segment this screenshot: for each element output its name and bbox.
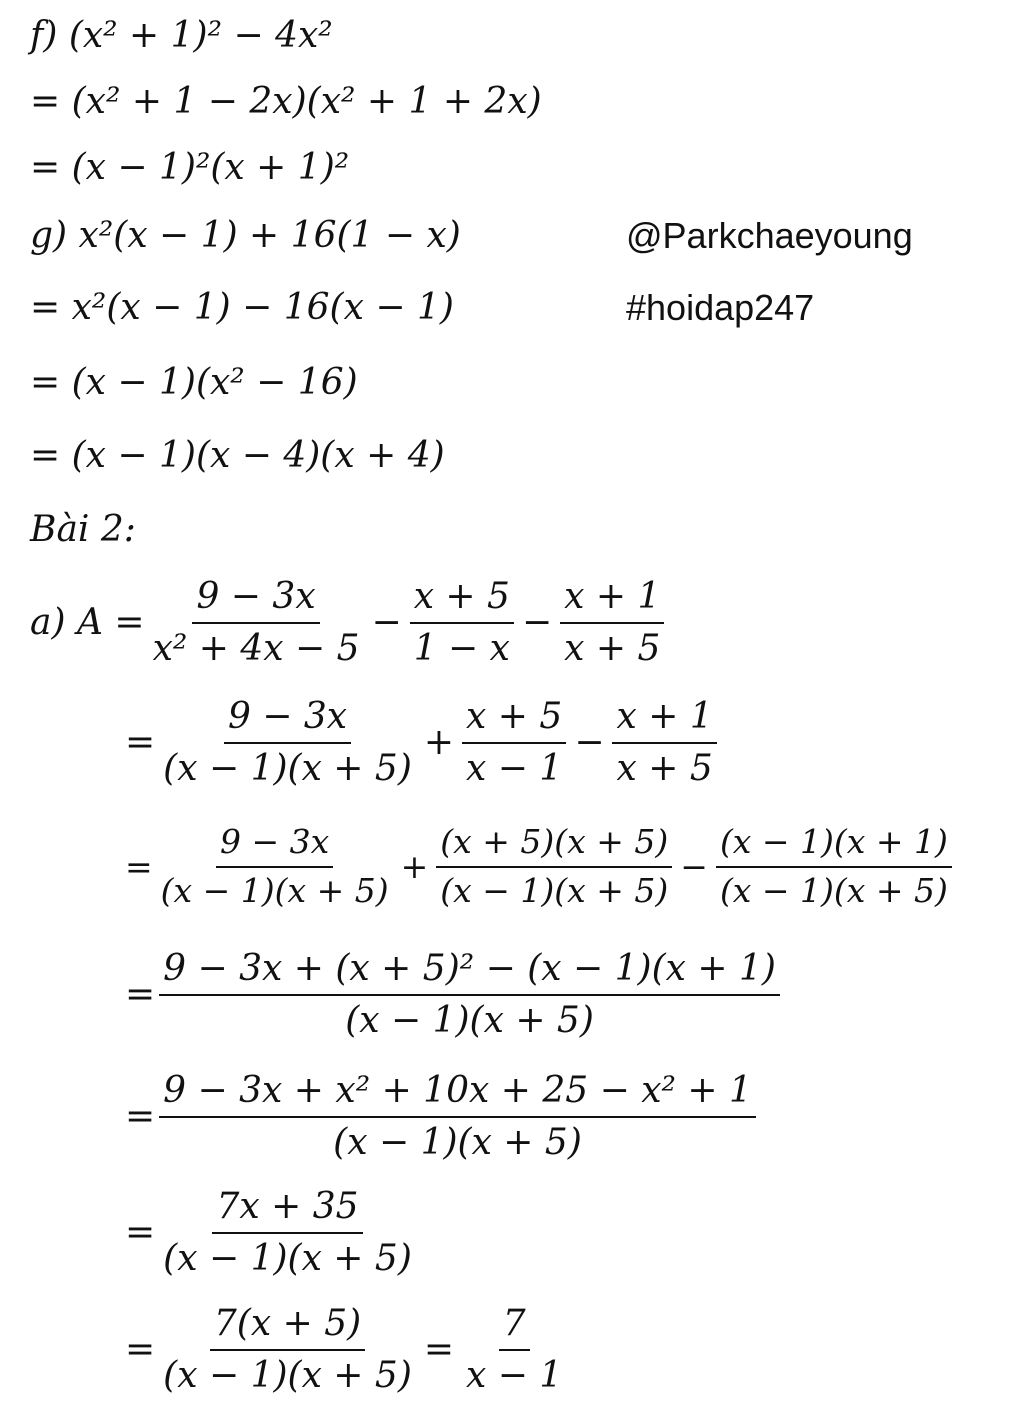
plus-sign: +	[400, 847, 429, 887]
fraction	[436, 822, 672, 910]
numerator: x + 5	[462, 698, 566, 744]
equals-sign: =	[125, 847, 153, 887]
numerator: 9 − 3x	[192, 578, 319, 624]
equals-sign: =	[125, 722, 156, 764]
fraction	[159, 1188, 416, 1278]
a-row-5	[125, 1072, 760, 1162]
denominator: (x − 1)(x + 5)	[163, 1237, 412, 1279]
denominator: (x − 1)(x + 5)	[163, 1354, 412, 1396]
denominator: 1 − x	[413, 627, 510, 669]
denominator: (x − 1)(x + 5)	[719, 870, 948, 910]
part-g-line-2: = x²(x − 1) − 16(x − 1)	[30, 287, 454, 328]
numerator: (x − 1)(x + 1)	[716, 825, 952, 868]
numerator: 9 − 3x + (x + 5)² − (x − 1)(x + 1)	[159, 950, 780, 996]
part-g-line-4: = (x − 1)(x − 4)(x + 4)	[30, 435, 445, 476]
equals-sign: =	[125, 1096, 156, 1138]
numerator: 7(x + 5)	[210, 1305, 365, 1351]
numerator: (x + 5)(x + 5)	[436, 825, 672, 868]
a-row-2	[125, 698, 721, 788]
fraction	[410, 578, 514, 668]
denominator: x − 1	[466, 1354, 563, 1396]
minus-sign: −	[521, 602, 553, 644]
fraction	[159, 950, 780, 1040]
denominator: x + 5	[564, 627, 661, 669]
a-row-3	[125, 822, 956, 910]
part-f-line-3: = (x − 1)²(x + 1)²	[30, 147, 350, 188]
a-row-6	[125, 1188, 420, 1278]
fraction	[462, 698, 566, 788]
denominator: (x − 1)(x + 5)	[333, 1121, 582, 1163]
plus-sign: +	[423, 722, 455, 764]
numerator: 7	[499, 1305, 530, 1351]
author-tag: @Parkchaeyoung	[626, 215, 913, 256]
denominator: x − 1	[466, 747, 563, 789]
denominator: x² + 4x − 5	[152, 627, 360, 669]
numerator: x + 5	[410, 578, 514, 624]
part-g-line-1: g) x²(x − 1) + 16(1 − x)	[30, 215, 461, 256]
denominator: (x − 1)(x + 5)	[440, 870, 669, 910]
fraction	[149, 578, 364, 668]
fraction	[462, 1305, 566, 1395]
bai2-heading: Bài 2:	[30, 509, 136, 550]
a-label: a) A =	[30, 602, 145, 644]
numerator: 9 − 3x + x² + 10x + 25 − x² + 1	[159, 1072, 756, 1118]
minus-sign: −	[371, 602, 402, 644]
equals-sign: =	[125, 1329, 156, 1371]
numerator: x + 1	[612, 698, 716, 744]
equals-sign: =	[125, 974, 156, 1016]
fraction	[612, 698, 716, 788]
fraction	[159, 1072, 756, 1162]
fraction	[560, 578, 664, 668]
fraction	[159, 698, 416, 788]
numerator: 9 − 3x	[216, 825, 333, 868]
fraction	[157, 822, 393, 910]
fraction	[159, 1305, 416, 1395]
equals-sign: =	[423, 1329, 455, 1371]
part-f-line-2: = (x² + 1 − 2x)(x² + 1 + 2x)	[30, 81, 542, 122]
numerator: 7x + 35	[212, 1188, 362, 1234]
minus-sign: −	[574, 722, 605, 764]
a-row-7	[125, 1305, 570, 1395]
a-row-4	[125, 950, 784, 1040]
a-row-1	[30, 578, 668, 668]
denominator: (x − 1)(x + 5)	[160, 870, 389, 910]
denominator: (x − 1)(x + 5)	[163, 747, 412, 789]
numerator: x + 1	[560, 578, 664, 624]
minus-sign: −	[680, 847, 708, 887]
denominator: x + 5	[616, 747, 713, 789]
part-f-line-1: f) (x² + 1)² − 4x²	[30, 15, 333, 56]
numerator: 9 − 3x	[224, 698, 351, 744]
fraction	[716, 822, 952, 910]
part-g-line-3: = (x − 1)(x² − 16)	[30, 362, 358, 403]
denominator: (x − 1)(x + 5)	[345, 999, 594, 1041]
equals-sign: =	[125, 1212, 156, 1254]
hashtag: #hoidap247	[626, 287, 815, 328]
